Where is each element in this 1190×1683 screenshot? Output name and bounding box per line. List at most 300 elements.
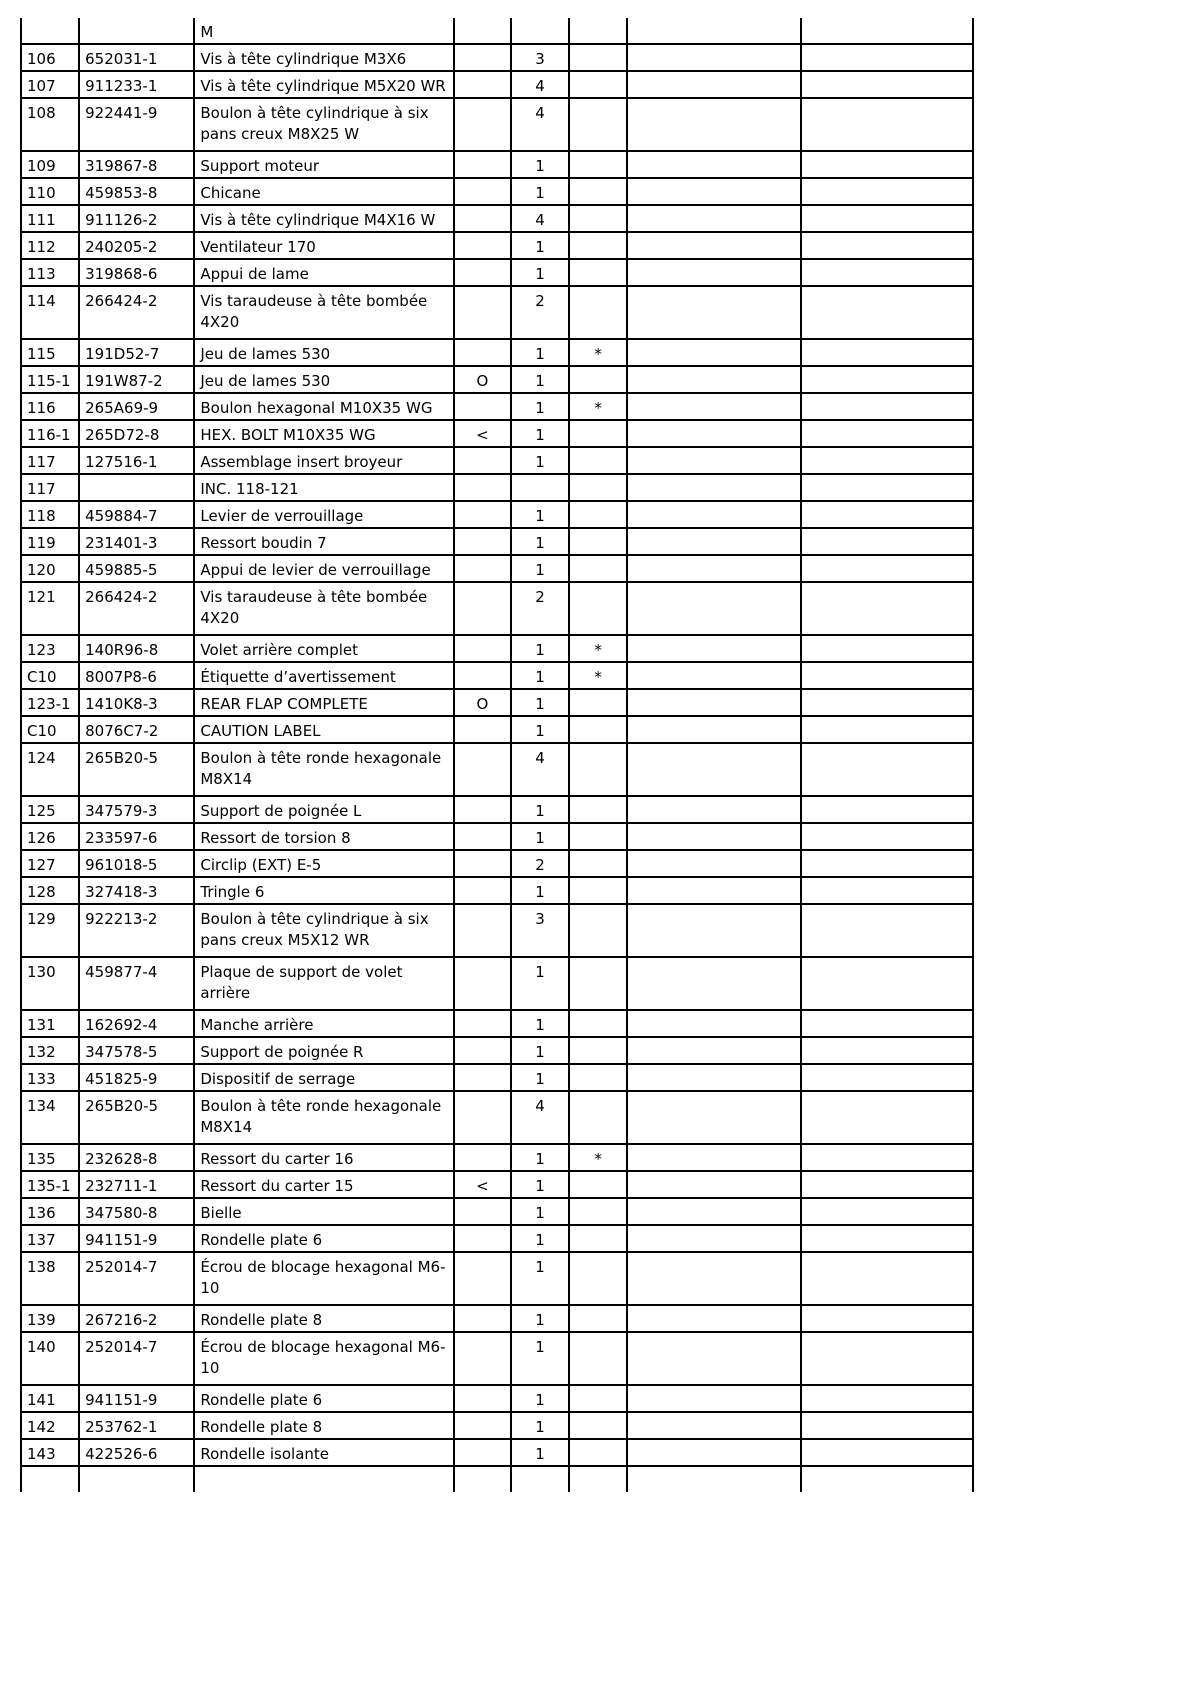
item-number-cell: 116 [21, 393, 79, 420]
remarks-cell [627, 205, 800, 232]
item-number-cell: 117 [21, 474, 79, 501]
note-cell [454, 635, 511, 662]
remarks-cell [627, 743, 800, 796]
item-number-cell: 111 [21, 205, 79, 232]
extra-cell [801, 689, 973, 716]
description-cell: Volet arrière complet [194, 635, 454, 662]
mark-cell [569, 1064, 627, 1091]
extra-cell [801, 474, 973, 501]
quantity-cell: 1 [511, 823, 569, 850]
description-cell: Jeu de lames 530 [194, 366, 454, 393]
description-cell: Ressort du carter 16 [194, 1144, 454, 1171]
remarks-cell [627, 823, 800, 850]
extra-cell [801, 662, 973, 689]
table-row [21, 1144, 973, 1171]
mark-cell [569, 1385, 627, 1412]
note-cell [454, 528, 511, 555]
note-cell: < [454, 1171, 511, 1198]
remarks-cell [627, 555, 800, 582]
remarks-cell [627, 716, 800, 743]
table-row [21, 1037, 973, 1064]
mark-cell [569, 1010, 627, 1037]
item-number-cell: 136 [21, 1198, 79, 1225]
item-number-cell: 133 [21, 1064, 79, 1091]
extra-cell [801, 393, 973, 420]
part-number-cell: 347579-3 [79, 796, 194, 823]
part-number-cell: 127516-1 [79, 447, 194, 474]
mark-cell [569, 501, 627, 528]
part-number-cell: 265A69-9 [79, 393, 194, 420]
part-number-cell: 140R96-8 [79, 635, 194, 662]
quantity-cell: 1 [511, 447, 569, 474]
table-row [21, 957, 973, 1010]
description-cell: Ventilateur 170 [194, 232, 454, 259]
extra-cell [801, 716, 973, 743]
note-cell [454, 474, 511, 501]
description-cell: Support de poignée R [194, 1037, 454, 1064]
part-number-cell: 327418-3 [79, 877, 194, 904]
extra-cell [801, 1439, 973, 1466]
mark-cell [569, 743, 627, 796]
part-number-cell: 231401-3 [79, 528, 194, 555]
note-cell [454, 555, 511, 582]
note-cell [454, 259, 511, 286]
table-row [21, 823, 973, 850]
description-cell: Appui de levier de verrouillage [194, 555, 454, 582]
remarks-cell [627, 339, 800, 366]
extra-cell [801, 178, 973, 205]
remarks-cell [627, 957, 800, 1010]
part-number-cell [79, 474, 194, 501]
table-row [21, 1198, 973, 1225]
quantity-cell: 1 [511, 662, 569, 689]
remarks-cell [627, 1225, 800, 1252]
description-cell: Vis taraudeuse à tête bombée 4X20 [194, 286, 454, 339]
item-number-cell: 107 [21, 71, 79, 98]
quantity-cell [511, 474, 569, 501]
mark-cell: * [569, 393, 627, 420]
table-row [21, 1091, 973, 1144]
note-cell [454, 1252, 511, 1305]
description-cell: Assemblage insert broyeur [194, 447, 454, 474]
description-cell: CAUTION LABEL [194, 716, 454, 743]
table-row [21, 71, 973, 98]
extra-cell [801, 151, 973, 178]
table-row [21, 44, 973, 71]
mark-cell [569, 823, 627, 850]
note-cell [454, 1091, 511, 1144]
mark-cell [569, 71, 627, 98]
description-cell: Boulon à tête ronde hexagonale M8X14 [194, 1091, 454, 1144]
description-cell: Écrou de blocage hexagonal M6-10 [194, 1252, 454, 1305]
extra-cell [801, 850, 973, 877]
item-number-cell: 116-1 [21, 420, 79, 447]
remarks-cell [627, 98, 800, 151]
mark-cell [569, 366, 627, 393]
table-row [21, 420, 973, 447]
item-number-cell: 131 [21, 1010, 79, 1037]
extra-cell [801, 501, 973, 528]
description-cell: Boulon à tête cylindrique à six pans creux M5X12 WR [194, 904, 454, 957]
description-cell: Jeu de lames 530 [194, 339, 454, 366]
quantity-cell: 4 [511, 205, 569, 232]
quantity-cell: 1 [511, 528, 569, 555]
remarks-cell [627, 528, 800, 555]
description-cell: INC. 118-121 [194, 474, 454, 501]
extra-cell [801, 1412, 973, 1439]
remarks-cell [627, 1198, 800, 1225]
item-number-cell: C10 [21, 716, 79, 743]
extra-cell [801, 1198, 973, 1225]
remarks-cell [627, 1037, 800, 1064]
description-cell: Boulon à tête cylindrique à six pans creux M8X25 W [194, 98, 454, 151]
item-number-cell: 130 [21, 957, 79, 1010]
remarks-cell [627, 501, 800, 528]
mark-cell [569, 1091, 627, 1144]
note-cell: O [454, 366, 511, 393]
item-number-cell: 112 [21, 232, 79, 259]
mark-cell [569, 1225, 627, 1252]
description-cell: Vis à tête cylindrique M4X16 W [194, 205, 454, 232]
item-number-cell: 127 [21, 850, 79, 877]
item-number-cell: 140 [21, 1332, 79, 1385]
extra-cell [801, 1091, 973, 1144]
table-row [21, 716, 973, 743]
table-row [21, 1171, 973, 1198]
remarks-cell [627, 1144, 800, 1171]
note-cell [454, 151, 511, 178]
description-cell: Boulon hexagonal M10X35 WG [194, 393, 454, 420]
quantity-cell: 1 [511, 1385, 569, 1412]
table-row [21, 1439, 973, 1466]
part-number-cell: 422526-6 [79, 1439, 194, 1466]
description-cell: Rondelle plate 6 [194, 1225, 454, 1252]
description-cell: Chicane [194, 178, 454, 205]
item-number-cell [21, 1466, 79, 1492]
quantity-cell: 1 [511, 232, 569, 259]
remarks-cell [627, 1385, 800, 1412]
note-cell [454, 232, 511, 259]
quantity-cell: 3 [511, 44, 569, 71]
part-number-cell: 265B20-5 [79, 743, 194, 796]
part-number-cell: 459885-5 [79, 555, 194, 582]
mark-cell [569, 205, 627, 232]
mark-cell [569, 420, 627, 447]
item-number-cell: 123 [21, 635, 79, 662]
part-number-cell: 911126-2 [79, 205, 194, 232]
item-number-cell: C10 [21, 662, 79, 689]
part-number-cell: 8007P8-6 [79, 662, 194, 689]
note-cell [454, 1198, 511, 1225]
mark-cell [569, 98, 627, 151]
note-cell [454, 1439, 511, 1466]
mark-cell [569, 447, 627, 474]
note-cell [454, 1412, 511, 1439]
mark-cell [569, 528, 627, 555]
note-cell [454, 44, 511, 71]
description-cell: Support moteur [194, 151, 454, 178]
quantity-cell: 1 [511, 555, 569, 582]
item-number-cell: 135-1 [21, 1171, 79, 1198]
part-number-cell: 232628-8 [79, 1144, 194, 1171]
quantity-cell: 1 [511, 259, 569, 286]
note-cell [454, 716, 511, 743]
note-cell [454, 18, 511, 44]
item-number-cell: 134 [21, 1091, 79, 1144]
quantity-cell [511, 1466, 569, 1492]
quantity-cell: 1 [511, 393, 569, 420]
quantity-cell: 2 [511, 286, 569, 339]
note-cell [454, 1466, 511, 1492]
description-cell: Dispositif de serrage [194, 1064, 454, 1091]
remarks-cell [627, 366, 800, 393]
part-number-cell: 922213-2 [79, 904, 194, 957]
mark-cell [569, 716, 627, 743]
remarks-cell [627, 850, 800, 877]
description-cell: Bielle [194, 1198, 454, 1225]
description-cell: Appui de lame [194, 259, 454, 286]
quantity-cell: 4 [511, 1091, 569, 1144]
item-number-cell: 115-1 [21, 366, 79, 393]
table-row [21, 18, 973, 44]
note-cell [454, 877, 511, 904]
part-number-cell: 191W87-2 [79, 366, 194, 393]
part-number-cell: 232711-1 [79, 1171, 194, 1198]
extra-cell [801, 286, 973, 339]
mark-cell: * [569, 1144, 627, 1171]
description-cell: Support de poignée L [194, 796, 454, 823]
note-cell [454, 447, 511, 474]
mark-cell [569, 904, 627, 957]
part-number-cell: 451825-9 [79, 1064, 194, 1091]
description-cell: Tringle 6 [194, 877, 454, 904]
extra-cell [801, 98, 973, 151]
quantity-cell: 1 [511, 1225, 569, 1252]
extra-cell [801, 1332, 973, 1385]
part-number-cell: 652031-1 [79, 44, 194, 71]
extra-cell [801, 44, 973, 71]
part-number-cell: 240205-2 [79, 232, 194, 259]
table-row [21, 205, 973, 232]
remarks-cell [627, 151, 800, 178]
mark-cell [569, 689, 627, 716]
item-number-cell: 113 [21, 259, 79, 286]
note-cell [454, 286, 511, 339]
extra-cell [801, 1385, 973, 1412]
mark-cell [569, 877, 627, 904]
quantity-cell: 1 [511, 1198, 569, 1225]
part-number-cell [79, 18, 194, 44]
mark-cell [569, 474, 627, 501]
part-number-cell: 265D72-8 [79, 420, 194, 447]
description-cell: Rondelle plate 8 [194, 1305, 454, 1332]
remarks-cell [627, 393, 800, 420]
part-number-cell: 265B20-5 [79, 1091, 194, 1144]
quantity-cell: 1 [511, 1305, 569, 1332]
note-cell [454, 796, 511, 823]
part-number-cell: 347578-5 [79, 1037, 194, 1064]
parts-table [20, 18, 974, 1492]
quantity-cell: 1 [511, 1332, 569, 1385]
note-cell [454, 904, 511, 957]
item-number-cell: 143 [21, 1439, 79, 1466]
quantity-cell: 1 [511, 1412, 569, 1439]
quantity-cell: 1 [511, 420, 569, 447]
description-cell: Manche arrière [194, 1010, 454, 1037]
part-number-cell: 8076C7-2 [79, 716, 194, 743]
extra-cell [801, 528, 973, 555]
quantity-cell: 2 [511, 582, 569, 635]
table-row [21, 1252, 973, 1305]
item-number-cell: 119 [21, 528, 79, 555]
item-number-cell: 123-1 [21, 689, 79, 716]
mark-cell [569, 957, 627, 1010]
table-row [21, 447, 973, 474]
quantity-cell: 2 [511, 850, 569, 877]
part-number-cell: 266424-2 [79, 286, 194, 339]
extra-cell [801, 555, 973, 582]
description-cell: Boulon à tête ronde hexagonale M8X14 [194, 743, 454, 796]
quantity-cell: 4 [511, 743, 569, 796]
part-number-cell: 319867-8 [79, 151, 194, 178]
description-cell: HEX. BOLT M10X35 WG [194, 420, 454, 447]
extra-cell [801, 877, 973, 904]
quantity-cell: 1 [511, 1439, 569, 1466]
table-row [21, 1305, 973, 1332]
table-row [21, 1064, 973, 1091]
extra-cell [801, 823, 973, 850]
note-cell [454, 823, 511, 850]
mark-cell: * [569, 635, 627, 662]
mark-cell [569, 850, 627, 877]
note-cell [454, 501, 511, 528]
note-cell [454, 743, 511, 796]
remarks-cell [627, 474, 800, 501]
description-cell: Étiquette d’avertissement [194, 662, 454, 689]
remarks-cell [627, 904, 800, 957]
quantity-cell: 3 [511, 904, 569, 957]
part-number-cell: 252014-7 [79, 1252, 194, 1305]
note-cell [454, 582, 511, 635]
remarks-cell [627, 286, 800, 339]
extra-cell [801, 232, 973, 259]
table-row [21, 528, 973, 555]
part-number-cell: 459884-7 [79, 501, 194, 528]
description-cell: Vis taraudeuse à tête bombée 4X20 [194, 582, 454, 635]
remarks-cell [627, 1091, 800, 1144]
mark-cell: * [569, 339, 627, 366]
mark-cell [569, 796, 627, 823]
remarks-cell [627, 662, 800, 689]
part-number-cell: 266424-2 [79, 582, 194, 635]
extra-cell [801, 743, 973, 796]
note-cell [454, 1144, 511, 1171]
note-cell [454, 205, 511, 232]
remarks-cell [627, 635, 800, 662]
remarks-cell [627, 1171, 800, 1198]
mark-cell [569, 1332, 627, 1385]
table-row [21, 796, 973, 823]
description-cell: REAR FLAP COMPLETE [194, 689, 454, 716]
item-number-cell: 124 [21, 743, 79, 796]
quantity-cell: 1 [511, 339, 569, 366]
table-row [21, 339, 973, 366]
extra-cell [801, 1466, 973, 1492]
note-cell [454, 1225, 511, 1252]
quantity-cell: 1 [511, 1064, 569, 1091]
mark-cell [569, 259, 627, 286]
extra-cell [801, 1010, 973, 1037]
item-number-cell: 109 [21, 151, 79, 178]
table-row [21, 178, 973, 205]
table-row [21, 259, 973, 286]
remarks-cell [627, 582, 800, 635]
quantity-cell: 1 [511, 178, 569, 205]
extra-cell [801, 420, 973, 447]
extra-cell [801, 1037, 973, 1064]
part-number-cell: 961018-5 [79, 850, 194, 877]
remarks-cell [627, 796, 800, 823]
remarks-cell [627, 178, 800, 205]
description-cell: Circlip (EXT) E-5 [194, 850, 454, 877]
remarks-cell [627, 1305, 800, 1332]
description-cell: Rondelle plate 8 [194, 1412, 454, 1439]
mark-cell [569, 1466, 627, 1492]
item-number-cell: 117 [21, 447, 79, 474]
table-row [21, 474, 973, 501]
quantity-cell: 1 [511, 1171, 569, 1198]
table-row [21, 232, 973, 259]
description-cell: Rondelle isolante [194, 1439, 454, 1466]
note-cell [454, 1385, 511, 1412]
table-row [21, 151, 973, 178]
note-cell: O [454, 689, 511, 716]
quantity-cell: 1 [511, 151, 569, 178]
part-number-cell: 911233-1 [79, 71, 194, 98]
quantity-cell: 1 [511, 1144, 569, 1171]
item-number-cell: 128 [21, 877, 79, 904]
part-number-cell: 941151-9 [79, 1385, 194, 1412]
mark-cell [569, 286, 627, 339]
extra-cell [801, 259, 973, 286]
description-cell: Ressort du carter 15 [194, 1171, 454, 1198]
description-cell: Plaque de support de volet arrière [194, 957, 454, 1010]
note-cell [454, 71, 511, 98]
note-cell [454, 339, 511, 366]
note-cell [454, 850, 511, 877]
extra-cell [801, 1252, 973, 1305]
item-number-cell: 114 [21, 286, 79, 339]
item-number-cell: 142 [21, 1412, 79, 1439]
note-cell [454, 1332, 511, 1385]
mark-cell [569, 178, 627, 205]
description-cell: M [194, 18, 454, 44]
mark-cell [569, 1305, 627, 1332]
item-number-cell: 129 [21, 904, 79, 957]
mark-cell [569, 582, 627, 635]
item-number-cell: 141 [21, 1385, 79, 1412]
remarks-cell [627, 259, 800, 286]
table-row [21, 1010, 973, 1037]
quantity-cell: 1 [511, 689, 569, 716]
parts-table-body [21, 18, 973, 1492]
table-row [21, 1332, 973, 1385]
remarks-cell [627, 420, 800, 447]
item-number-cell: 108 [21, 98, 79, 151]
quantity-cell: 1 [511, 366, 569, 393]
description-cell [194, 1466, 454, 1492]
description-cell: Ressort de torsion 8 [194, 823, 454, 850]
